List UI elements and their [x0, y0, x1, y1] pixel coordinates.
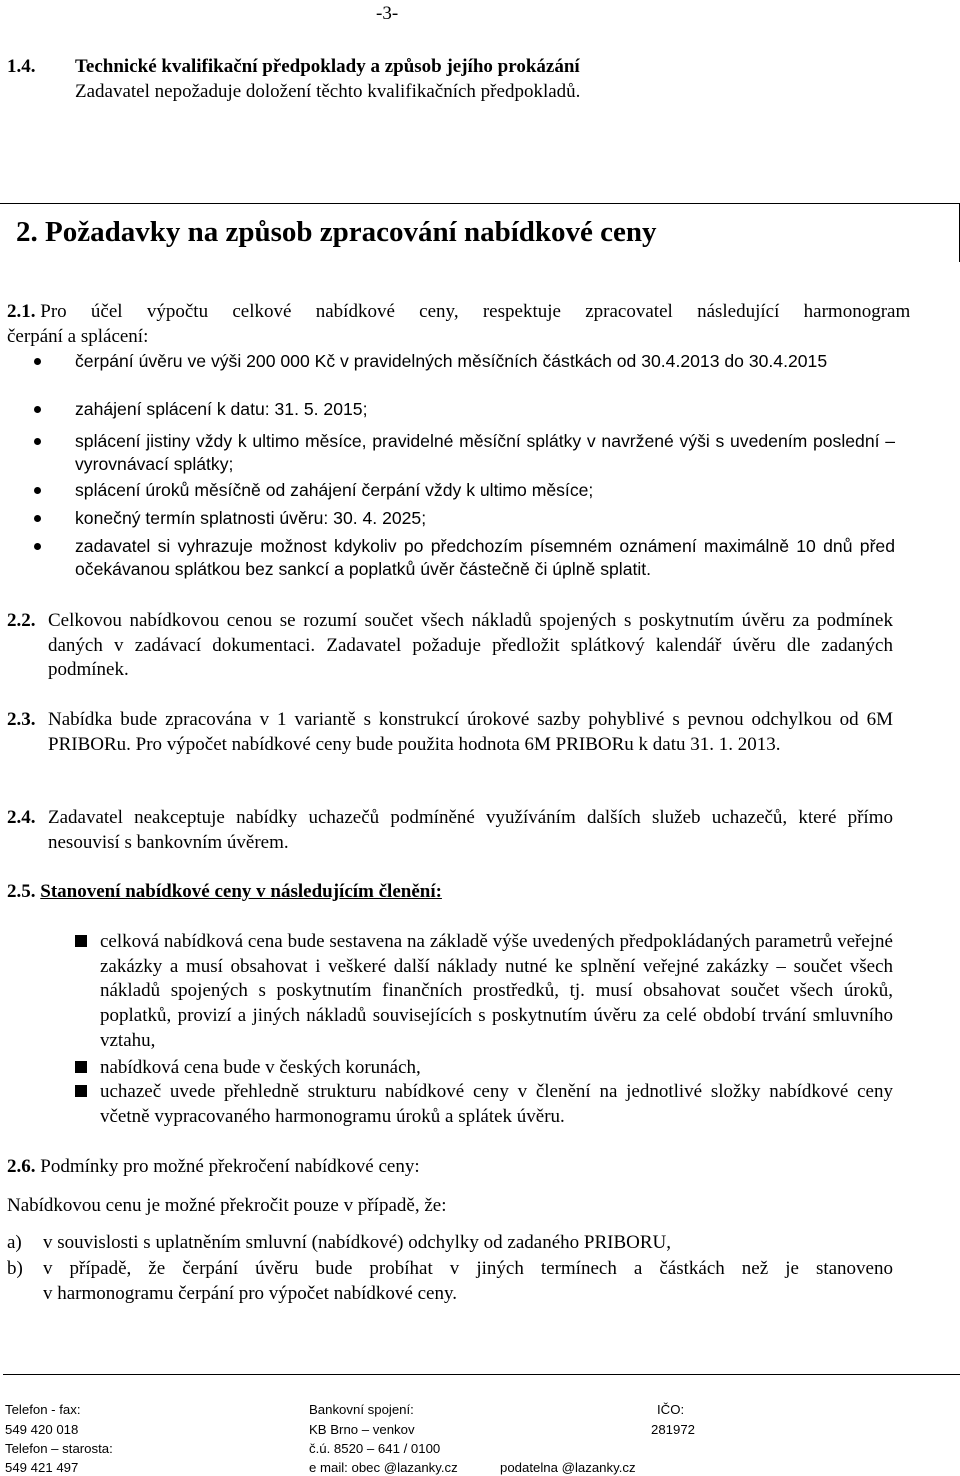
list-item-text: celková nabídková cena bude sestavena na základě výše uvedených předpokládaných parametrů veřejné zakázky a musí obsahovat i veškeré další náklady nutné ke splnění veřejné zakázky – součet všech nákladů spojených s poskytnutím finančních prostředků, tj. musí obsahovat součet všech úroků, poplatků, provizí a jiných nákladů souvisejících s poskytnutím úvěru za celé období trvání smluvního vztahu,: [100, 931, 893, 1051]
page-number: -3-: [376, 3, 399, 24]
list-item-text: uchazeč uvede přehledně strukturu nabídkové ceny v členění na jednotlivé složky nabídkové ceny včetně vypracovaného harmonogramu úroků a splátek úvěru.: [100, 1081, 893, 1127]
section-2-4-text: Zadavatel neakceptuje nabídky uchazečů podmíněné využíváním dalších služeb uchazečů, které přímo nesouvisí s bankovním úvěrem.: [48, 807, 893, 853]
list-item-text: v souvislosti s uplatněním smluvní (nabídkové) odchylky od zadaného PRIBORU,: [43, 1232, 672, 1253]
section-title: Stanovení nabídkové ceny v následujícím členění:: [40, 881, 442, 902]
section-number: 1.4.: [7, 56, 36, 77]
bullet-icon: [34, 358, 41, 365]
section-2-5-heading: [7, 880, 442, 905]
bullet-icon: [34, 438, 41, 445]
list-item-text: čerpání úvěru ve výši 200 000 Kč v pravidelných měsíčních částkách od 30.4.2013 do 30.4.2015: [75, 351, 828, 371]
list-item-text: konečný termín splatnosti úvěru: 30. 4. 2025;: [75, 508, 427, 528]
footer-podatelna[interactable]: podatelna @lazanky.cz: [500, 1460, 636, 1475]
section-2-6-heading: [7, 1155, 420, 1180]
section-2-2-text: Celkovou nabídkovou cenou se rozumí součet všech nákladů spojených s poskytnutím úvěru za podmínek daných v zadávací dokumentaci. Zadavatel požaduje předložit splátkový kalendář úvěru dle zadaných podmínek.: [48, 610, 893, 681]
footer-ico: 281972: [651, 1422, 696, 1437]
section-2-1-line2: čerpání a splácení:: [7, 326, 149, 347]
bullet-icon: [34, 487, 41, 494]
section-1-4-text: Zadavatel nepožaduje doložení těchto kvalifikačních předpokladů.: [75, 81, 581, 102]
section-2-1-text: Pro účel výpočtu celkové nabídkové ceny, respektuje zpracovatel následující harmonogram: [40, 301, 911, 322]
footer-bank: KB Brno – venkov: [309, 1422, 415, 1437]
section-2-3-text: Nabídka bude zpracována v 1 variantě s konstrukcí úrokové sazby pohyblivé s pevnou odchylkou od 6M PRIBORu. Pro výpočet nabídkové ceny bude použita hodnota 6M PRIBORu k datu 31. 1. 2013.: [48, 709, 893, 755]
bullet-icon: [34, 515, 41, 522]
section-number: 2.5.: [7, 881, 36, 902]
section-1-4-heading: [7, 55, 580, 80]
bullet-icon: [34, 543, 41, 550]
section-number-text: 2.4.: [7, 807, 36, 828]
section-number-text: 2.2.: [7, 610, 36, 631]
section-2-1-line1: [7, 300, 910, 325]
list-label: a): [7, 1232, 22, 1253]
section-number: [7, 609, 36, 634]
section-number: [7, 806, 36, 831]
section-number: [7, 708, 36, 733]
list-item-text: splácení úroků měsíčně od zahájení čerpání vždy k ultimo měsíce;: [75, 480, 594, 500]
section-number-text: 2.3.: [7, 709, 36, 730]
section-title: Technické kvalifikační předpoklady a způsob jejího prokázání: [75, 56, 580, 77]
footer-ico-label: IČO:: [657, 1402, 685, 1417]
bullet-icon: [34, 406, 41, 413]
footer-account: č.ú. 8520 – 641 / 0100: [309, 1441, 441, 1456]
footer-email[interactable]: e mail: obec @lazanky.cz: [309, 1460, 458, 1475]
square-bullet-icon: [75, 1085, 87, 1097]
footer-bank-label: Bankovní spojení:: [309, 1402, 414, 1417]
square-bullet-icon: [75, 935, 87, 947]
footer-phone-fax: 549 420 018: [5, 1422, 79, 1437]
list-label: b): [7, 1258, 23, 1279]
section-2-6-intro: Nabídkovou cenu je možné překročit pouze v případě, že:: [7, 1195, 447, 1216]
footer-mayor-phone-label: Telefon – starosta:: [5, 1441, 113, 1456]
list-item-text: zadavatel si vyhrazuje možnost kdykoliv po předchozím písemném oznámení maximálně 10 dnů před očekávanou splátkou bez sankcí a poplatků úvěr částečně či úplně splatit.: [75, 536, 895, 580]
footer-divider: [3, 1374, 960, 1375]
list-item-text: nabídková cena bude v českých korunách,: [100, 1057, 421, 1078]
section-number: 2.1.: [7, 301, 36, 322]
footer-phone-fax-label: Telefon - fax:: [5, 1402, 81, 1417]
section-2-heading: 2. Požadavky na způsob zpracování nabídkové ceny: [16, 216, 657, 248]
square-bullet-icon: [75, 1061, 87, 1073]
footer-mayor-phone: 549 421 497: [5, 1460, 79, 1475]
list-item-text: v harmonogramu čerpání pro výpočet nabídkové ceny.: [43, 1283, 457, 1304]
list-item-text: splácení jistiny vždy k ultimo měsíce, pravidelné měsíční splátky v navržené výši s uvedením poslední – vyrovnávací splátky;: [75, 431, 895, 474]
section-number: 2.6.: [7, 1156, 36, 1177]
list-item-text: v případě, že čerpání úvěru bude probíhat v jiných termínech a částkách než je stanoveno: [43, 1258, 893, 1279]
list-item-text: zahájení splácení k datu: 31. 5. 2015;: [75, 399, 368, 419]
section-title: Podmínky pro možné překročení nabídkové ceny:: [40, 1156, 420, 1177]
